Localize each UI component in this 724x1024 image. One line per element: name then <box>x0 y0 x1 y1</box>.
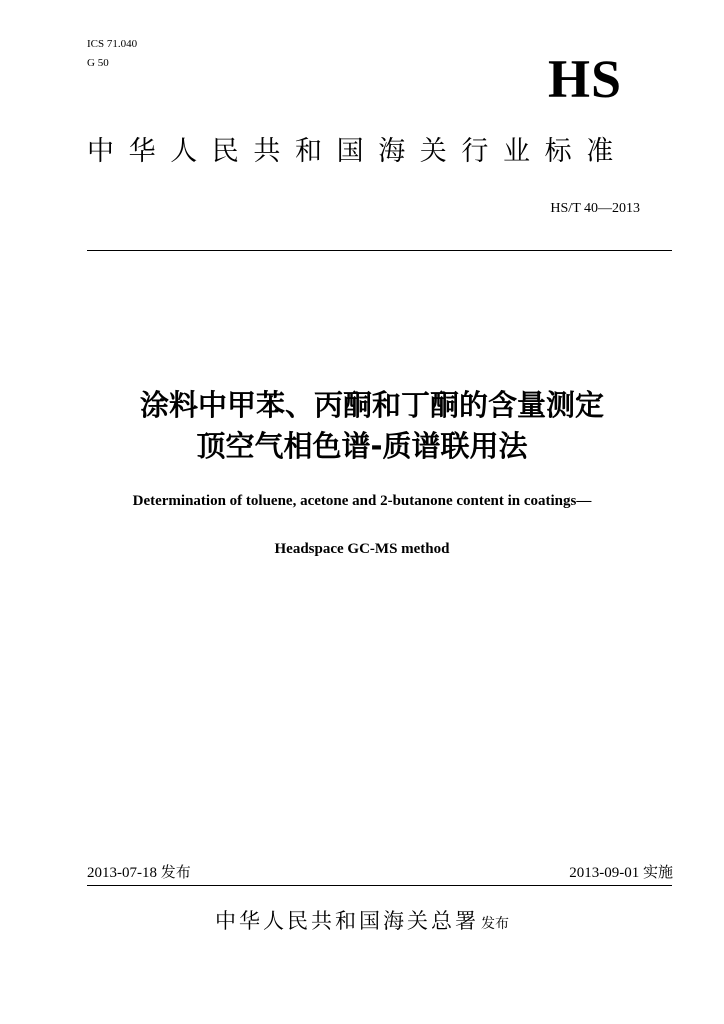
chinese-title-line2: 顶空气相色谱-质谱联用法 <box>196 429 528 463</box>
header-divider <box>87 250 672 251</box>
chinese-title-line1: 涂料中甲苯、丙酮和丁酮的含量测定 <box>139 388 604 422</box>
publisher-line <box>0 907 724 938</box>
footer-divider <box>87 885 672 886</box>
english-title-line2: Headspace GC-MS method <box>274 541 450 557</box>
issue-date: 2013-07-18 发布 <box>87 865 191 881</box>
english-title-line1: Determination of toluene, acetone and 2-butanone content in coatings— <box>132 493 592 509</box>
publisher-suffix: 发布 <box>481 916 509 932</box>
implementation-date: 2013-09-01 实施 <box>569 865 673 881</box>
standard-type-title: 中华人民共和国海关行业标准 <box>87 136 628 167</box>
ccs-code: G 50 <box>87 57 109 69</box>
ics-code: ICS 71.040 <box>87 38 138 50</box>
hs-logo: HS <box>547 49 623 109</box>
standard-number: HS/T 40—2013 <box>550 201 640 216</box>
publisher-name: 中华人民共和国海关总署 <box>215 909 479 933</box>
